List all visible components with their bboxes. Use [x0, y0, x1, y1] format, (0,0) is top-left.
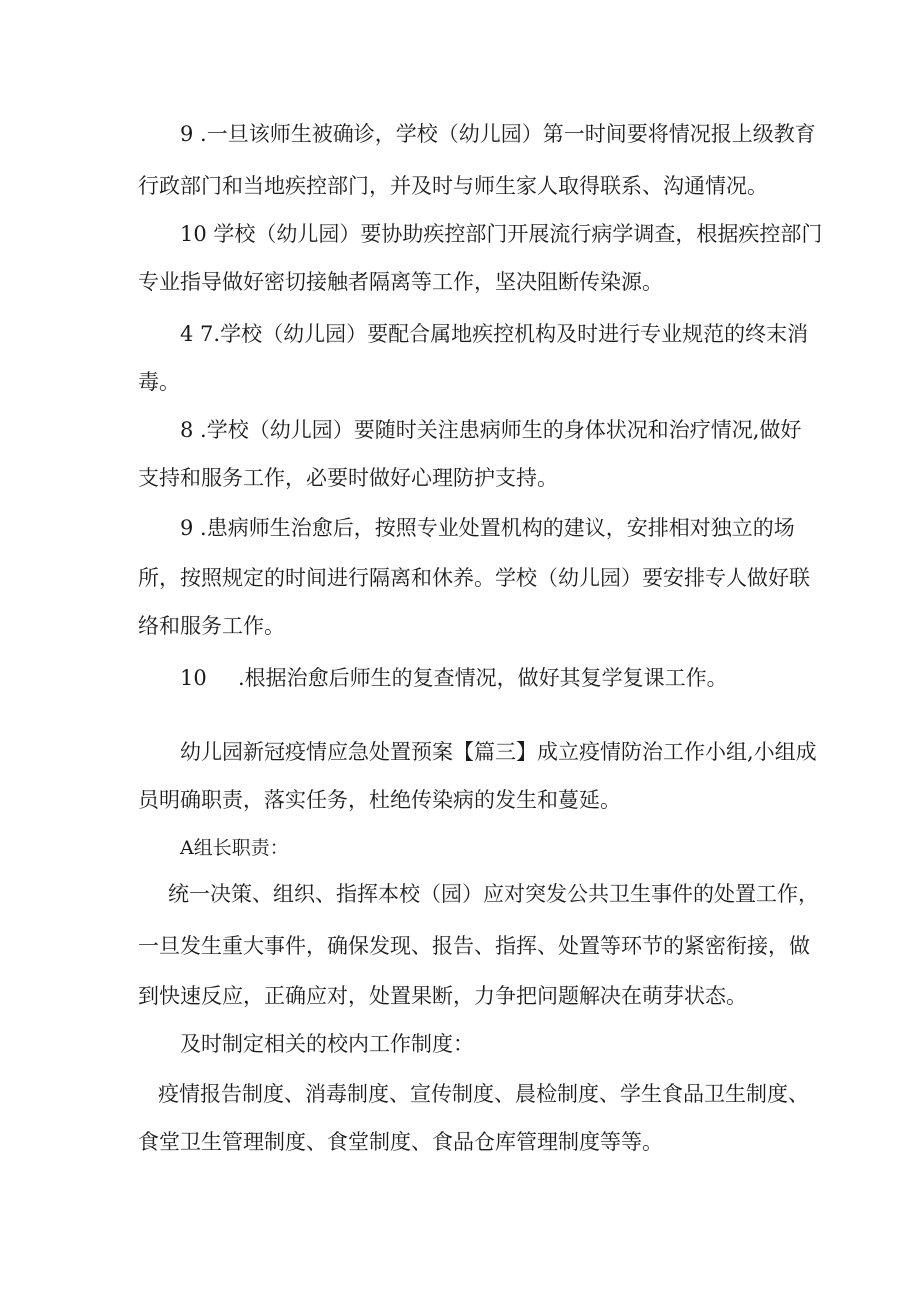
text-line: 4 7.学校（幼儿园）要配合属地疾控机构及时进行专业规范的终末消 [180, 322, 809, 346]
text-line: 食堂卫生管理制度、食堂制度、食品仓库管理制度等等。 [138, 1130, 663, 1154]
text-line: 9 .患病师生治愈后，按照专业处置机构的建议，安排相对独立的场 [180, 516, 795, 540]
text-line: 8 .学校（幼儿园）要随时关注患病师生的身体状况和治疗情况,做好 [180, 418, 802, 442]
text-line: 行政部门和当地疾控部门，并及时与师生家人取得联系、沟通情况。 [138, 174, 768, 198]
text-line: 所，按照规定的时间进行隔离和休养。学校（幼儿园）要安排专人做好联 [138, 566, 810, 590]
text-line: 毒。 [138, 370, 180, 394]
text-line-number: 10 [180, 666, 207, 690]
text-line: 络和服务工作。 [138, 614, 285, 638]
text-line: 一旦发生重大事件，确保发现、报告、指挥、处置等环节的紧密衔接，做 [138, 934, 810, 958]
text-line: 及时制定相关的校内工作制度： [180, 1032, 474, 1056]
text-line: 疫情报告制度、消毒制度、宣传制度、晨检制度、学生食品卫生制度、 [158, 1082, 809, 1106]
text-line: A组长职责： [180, 837, 289, 859]
text-line: 统一决策、组织、指挥本校（园）应对突发公共卫生事件的处置工作， [168, 882, 819, 906]
text-line: 支持和服务工作，必要时做好心理防护支持。 [138, 466, 558, 490]
text-line: 到快速反应，正确应对，处置果断，力争把问题解决在萌芽状态。 [138, 984, 747, 1008]
text-line: 幼儿园新冠疫情应急处置预案【篇三】成立疫情防治工作小组,小组成 [180, 740, 817, 764]
text-line: .根据治愈后师生的复查情况，做好其复学复课工作。 [238, 666, 728, 690]
text-line: 9 .一旦该师生被确诊，学校（幼儿园）第一时间要将情况报上级教育 [180, 122, 816, 146]
text-line: 专业指导做好密切接触者隔离等工作，坚决阻断传染源。 [138, 270, 663, 294]
text-line: 员明确职责，落实任务，杜绝传染病的发生和蔓延。 [138, 788, 621, 812]
text-line: 10 学校（幼儿园）要协助疾控部门开展流行病学调查，根据疾控部门 [180, 222, 823, 246]
